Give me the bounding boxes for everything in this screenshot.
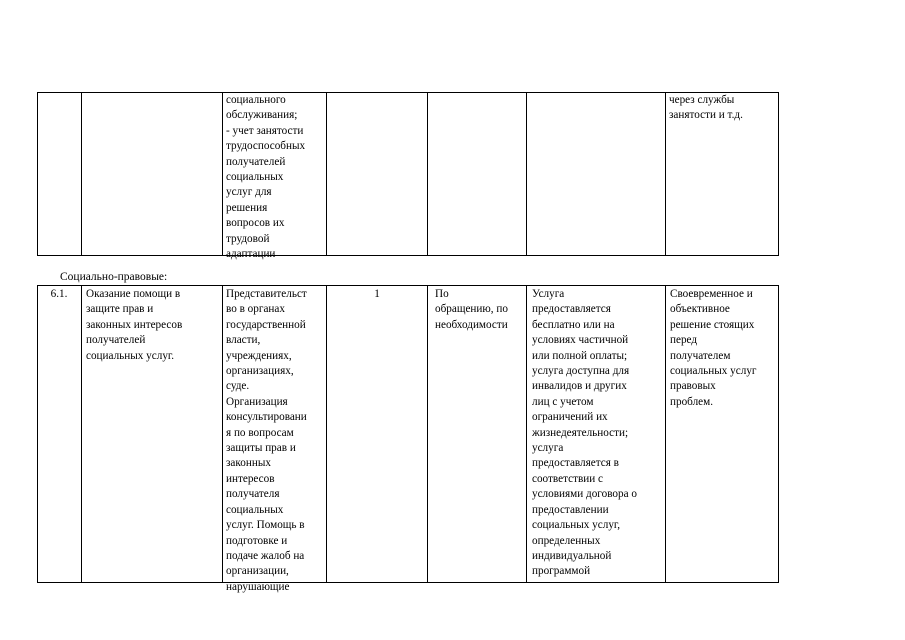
table-top-divider [665,92,666,256]
cell-number: 6.1. [50,288,68,300]
table-top-cell-result: через службы занятости и т.д. [669,94,743,122]
table-main-divider [81,285,82,583]
cell-volume: 1 [374,288,380,300]
cell-service-content: Представительст во в органах государственной власти, учреждениях, организациях, суде. Организация консультировани я по вопросам защиты прав и законных интересов получателя социальных услуг. Помощь в подготовке и подаче жалоб на организации, нарушающие [226,288,307,593]
table-top-cell-content: социального обслуживания; - учет занятости трудоспособных получателей социальных услуг для решения вопросов их трудовой адаптации [226,94,306,261]
table-top-divider [81,92,82,256]
section-heading: Социально-правовые: [60,271,168,283]
table-top-divider [427,92,428,256]
table-top [37,92,779,256]
table-main-divider [427,285,428,583]
table-top-divider [222,92,223,256]
table-top-divider [326,92,327,256]
cell-service-name: Оказание помощи в защите прав и законных интересов получателей социальных услуг. [86,288,183,362]
table-main-divider [222,285,223,583]
cell-periodicity: По обращению, по необходимости [435,288,508,331]
table-main-divider [526,285,527,583]
table-main-divider [665,285,666,583]
cell-result: Своевременное и объективное решение стоящих перед получателем социальных услуг правовых проблем. [670,288,757,408]
table-main-divider [326,285,327,583]
table-top-divider [526,92,527,256]
cell-conditions: Услуга предоставляется бесплатно или на условиях частичной или полной оплаты; услуга доступна для инвалидов и других лиц с учетом ограничений их жизнедеятельности; услуга предоставляется в соответствии с условиями договора о предоставлении социальных услуг, определенных индивидуальной программой [532,288,637,578]
